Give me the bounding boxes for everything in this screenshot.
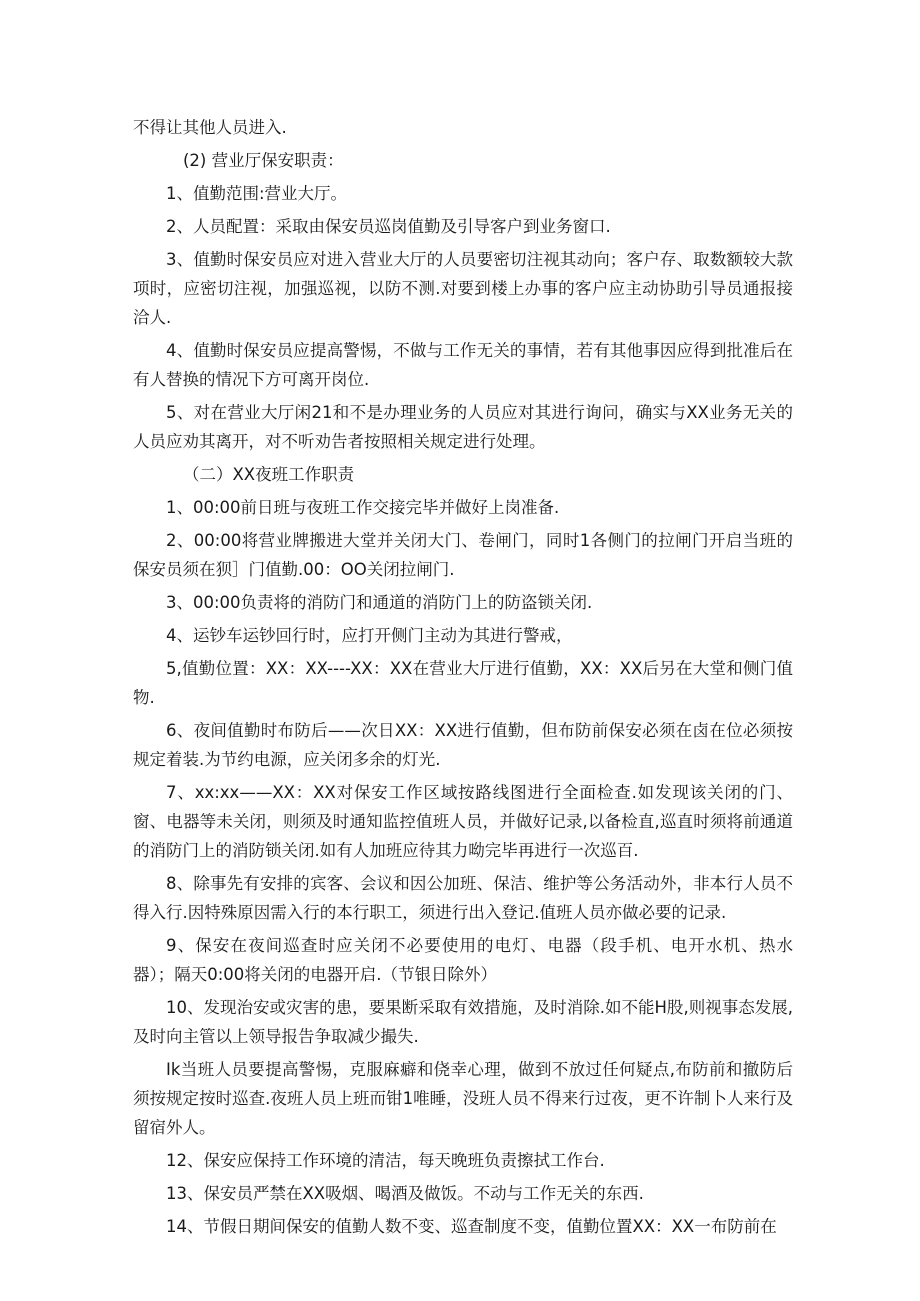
paragraph-night-11: Ik当班人员要提高警惕，克服麻癖和侥幸心理，做到不放过任何疑点,布防前和撤防后须按规定按时巡查.夜班人员上班而钳1唯睡，没班人员不得来行过夜，更不许制卜人来行及留宿外人。 bbox=[133, 1060, 793, 1137]
paragraph-night-8: 8、除事先有安排的宾客、会议和因公加班、保洁、维护等公务活动外，非本行人员不得入行.因特殊原因需入行的本行职工，须进行出入登记.值班人员亦做必要的记录. bbox=[133, 874, 793, 922]
paragraph-night-14: 14、节假日期间保安的值勤人数不变、巡查制度不变，值勤位置XX：XX一布防前在 bbox=[166, 1217, 777, 1236]
paragraph-item-1: 1、值勤范围:营业大厅。 bbox=[166, 184, 348, 203]
paragraph-night-6: 6、夜间值勤时布防后——次日XX：XX进行值勤，但布防前保安必须在卤在位必须按规定着装.为节约电源，应关闭多余的灯光. bbox=[133, 721, 793, 769]
document-page bbox=[133, 113, 793, 1245]
paragraph-item-2: 2、人员配置：采取由保安员巡岗值勤及引导客户到业务窗口. bbox=[166, 217, 611, 236]
paragraph-night-4: 4、运钞车运钞回行时，应打开侧门主动为其进行警戒， bbox=[166, 626, 573, 645]
paragraph-item-3: 3、值勤时保安员应对进入营业大厅的人员要密切注视其动向；客户存、取数额较大款项时，应密切注视，加强巡视，以防不测.对要到楼上办事的客户应主动协助引导员通报接洽人. bbox=[133, 250, 793, 327]
paragraph-night-1: 1、00:00前日班与夜班工作交接完毕并做好上岗准备. bbox=[166, 498, 560, 517]
paragraph-item-4: 4、值勤时保安员应提高警惕，不做与工作无关的事情，若有其他事因应得到批准后在有人替换的情况下方可离开岗位. bbox=[133, 341, 793, 389]
section-heading-night-shift: （二）XX夜班工作职责 bbox=[183, 465, 355, 484]
paragraph-continuation: 不得让其他人员进入. bbox=[133, 118, 287, 137]
paragraph-night-5: 5,值勤位置：XX：XX----XX：XX在营业大厅进行值勤，XX：XX后另在大堂和侧门值物. bbox=[133, 659, 793, 707]
paragraph-night-13: 13、保安员严禁在XX吸烟、喝酒及做饭。不动与工作无关的东西. bbox=[166, 1184, 644, 1203]
paragraph-night-9: 9、保安在夜间巡查时应关闭不必要使用的电灯、电器（段手机、电开水机、热水器）；隔天0:00将关闭的电器开启.（节银日除外） bbox=[133, 936, 793, 984]
paragraph-night-10: 10、发现治安或灾害的患，要果断采取有效措施，及时消除.如不能H股,则视事态发展,及时向主管以上领导报告争取减少撮失. bbox=[133, 998, 793, 1046]
paragraph-night-2: 2、00:00将营业牌搬进大堂并关闭大门、卷闸门，同时1各侧门的拉闸门开启当班的保安员须在狈］门值勤.00：OO关闭拉闸门. bbox=[133, 531, 793, 579]
paragraph-item-5: 5、对在营业大厅闲21和不是办理业务的人员应对其进行询问，确实与XX业务无关的人员应劝其离开，对不听劝告者按照相关规定进行处理。 bbox=[133, 403, 793, 451]
paragraph-night-3: 3、00:00负责将的消防门和通道的消防门上的防盗锁关闭. bbox=[166, 593, 593, 612]
paragraph-night-12: 12、保安应保持工作环境的清洁，每天晚班负责擦拭工作台. bbox=[166, 1151, 605, 1170]
section-heading-hall-security: (2) 营业厅保安职责： bbox=[183, 151, 344, 170]
paragraph-night-7: 7、xx:xx——XX：XX对保安工作区域按路线图进行全面检查.如发现该关闭的门、窗、电器等未关闭，则须及时通知监控值班人员，并做好记录,以备检直,巡直时须将前通道的消防门上的消防锁关闭.如有人加班应待其力呦完毕再进行一次巡百. bbox=[133, 783, 793, 860]
